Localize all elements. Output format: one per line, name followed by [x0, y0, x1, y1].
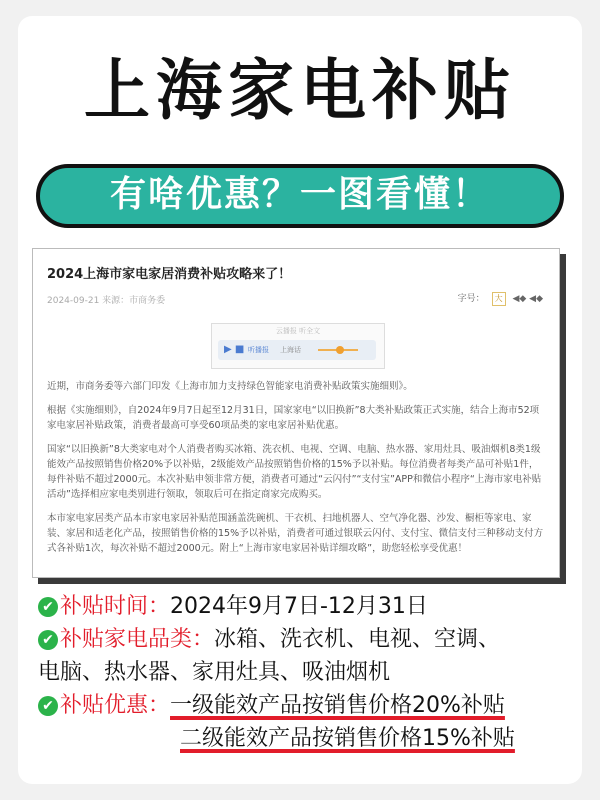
- audio-player: [211, 323, 385, 369]
- category-row: [38, 623, 568, 656]
- audio-dialect[interactable]: 上海话: [280, 346, 301, 354]
- page-title: 上海家电补贴: [84, 52, 516, 129]
- audio-label: 云播报 听全文: [275, 327, 321, 335]
- check-icon: ✔: [38, 630, 58, 650]
- discount-label: 补贴优惠：: [60, 693, 171, 718]
- article-paragraph: 国家“以旧换新”8大类家电对个人消费者购买冰箱、洗衣机、电视、空调、电脑、热水器、家用灶具、吸油烟机8类1级能效产品按照销售价格20%予以补贴，2级能效产品按照销售价格的15%予以补贴。每位消费者每类产品可补贴1件，每件补贴不超过2000元。本次补贴申领非常方便，消费者可通过“云闪付”“支付宝”APP和微信小程序“上海市家电补贴活动”选择相应家电类别进行领取，领取后可在指定商家完成购买。: [47, 444, 542, 500]
- info-list: [38, 590, 568, 755]
- article-meta: 2024-09-21 来源：市商务委: [47, 296, 166, 306]
- speaker-icon[interactable]: ◀◆: [512, 294, 527, 304]
- article-paragraph: 根据《实施细则》，自2024年9月7日起至12月31日，国家家电“以旧换新”8大类补贴政策正式实施，结合上海市52项家电家居补贴政策，消费者最高可享受60项品类的家电家居补贴优惠。: [47, 405, 540, 431]
- audio-controls: [218, 340, 376, 360]
- category-label: 补贴家电品类：: [60, 627, 215, 652]
- discount-level-2: 二级能效产品按销售价格15%补贴: [180, 726, 515, 751]
- discount-row-continued: [38, 722, 568, 755]
- time-row: [38, 590, 568, 623]
- play-icon[interactable]: ▶ ■: [224, 344, 245, 355]
- category-value: 冰箱、洗衣机、电视、空调、: [214, 627, 501, 652]
- poster-card: [18, 16, 582, 784]
- time-value: 2024年9月7日-12月31日: [170, 594, 428, 619]
- audio-progress-handle[interactable]: [336, 346, 344, 354]
- time-label: 补贴时间：: [60, 594, 171, 619]
- check-icon: ✔: [38, 696, 58, 716]
- font-size-label: 字号：: [457, 294, 485, 304]
- audio-tag: 听播报: [248, 346, 269, 354]
- discount-level-1: 一级能效产品按销售价格20%补贴: [170, 693, 505, 718]
- article-paragraph: 近期，市商务委等六部门印发《上海市加力支持绿色智能家电消费补贴政策实施细则》。: [47, 381, 413, 392]
- category-row-continued: [38, 656, 568, 689]
- share-icon[interactable]: ◀◆: [529, 294, 543, 304]
- subtitle-banner: 有啥优惠？一图看懂！: [36, 164, 564, 228]
- article-screenshot: [32, 248, 560, 578]
- article-paragraph: 本市家电家居类产品本市家电家居补贴范围涵盖洗碗机、干衣机、扫地机器人、空气净化器、沙发、橱柜等家电、家装、家居和适老化产品，按照销售价格的15%予以补贴，消费者可通过银联云闪付、支付宝、微信支付三种移动支付方式各补贴1次，每次补贴不超过2000元。附上“上海市家电家居补贴详细攻略”，助您轻松享受优惠！: [47, 513, 544, 554]
- article-body: [47, 379, 547, 565]
- category-value-continued: 电脑、热水器、家用灶具、吸油烟机: [38, 660, 391, 685]
- article-tools: [458, 291, 543, 306]
- article-title: 2024上海市家电家居消费补贴攻略来了！: [47, 267, 292, 282]
- discount-row: [38, 689, 568, 722]
- check-icon: ✔: [38, 597, 58, 617]
- font-size-button[interactable]: 大: [492, 292, 506, 306]
